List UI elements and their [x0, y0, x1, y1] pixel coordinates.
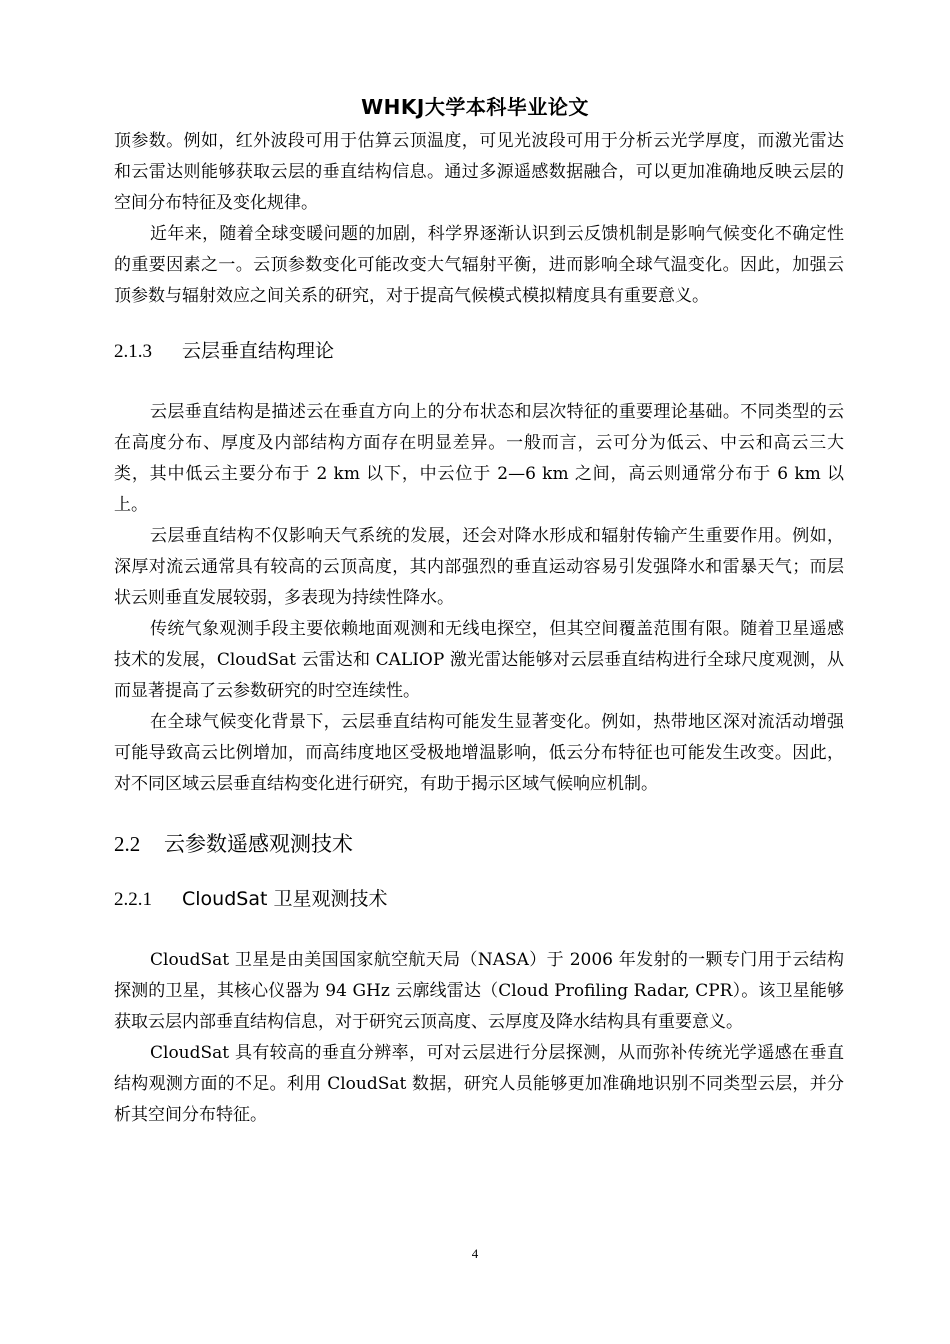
- paragraph: 近年来，随着全球变暖问题的加剧，科学界逐渐认识到云反馈机制是影响气候变化不确定性的重要因素之一。云顶参数变化可能改变大气辐射平衡，进而影响全球气温变化。因此，加强云顶参数与辐射效应之间关系的研究，对于提高气候模式模拟精度具有重要意义。: [114, 224, 844, 306]
- section-number: 2.1.3: [114, 341, 152, 362]
- section-heading-2-2: [114, 828, 844, 860]
- section-heading-2-1-3: [114, 336, 844, 367]
- running-header: WHKJ大学本科毕业论文: [361, 95, 589, 119]
- section-heading-2-2-1: [114, 884, 844, 915]
- section-number: 2.2.1: [114, 889, 152, 910]
- section-title: CloudSat 卫星观测技术: [182, 888, 388, 910]
- page-body: [114, 126, 844, 1131]
- section-title: 云层垂直结构理论: [182, 340, 335, 362]
- paragraph: CloudSat 卫星是由美国国家航空航天局（NASA）于 2006 年发射的一颗专门用于云结构探测的卫星，其核心仪器为 94 GHz 云廓线雷达（Cloud Profiling Radar, CPR）。该卫星能够获取云层内部垂直结构信息，对于研究云顶高度、云厚度及降水结构具有重要意义。: [114, 950, 844, 1032]
- section-title: 云参数遥感观测技术: [164, 832, 353, 856]
- paragraph: CloudSat 具有较高的垂直分辨率，可对云层进行分层探测，从而弥补传统光学遥感在垂直结构观测方面的不足。利用 CloudSat 数据，研究人员能够更加准确地识别不同类型云层，并分析其空间分布特征。: [114, 1043, 844, 1125]
- page-number: 4: [471, 1246, 479, 1261]
- paragraph: 云层垂直结构不仅影响天气系统的发展，还会对降水形成和辐射传输产生重要作用。例如，深厚对流云通常具有较高的云顶高度，其内部强烈的垂直运动容易引发强降水和雷暴天气；而层状云则垂直发展较弱，多表现为持续性降水。: [114, 526, 844, 608]
- paragraph: 传统气象观测手段主要依赖地面观测和无线电探空，但其空间覆盖范围有限。随着卫星遥感技术的发展，CloudSat 云雷达和 CALIOP 激光雷达能够对云层垂直结构进行全球尺度观测，从而显著提高了云参数研究的时空连续性。: [114, 619, 844, 701]
- paragraph-continued: 顶参数。例如，红外波段可用于估算云顶温度，可见光波段可用于分析云光学厚度，而激光雷达和云雷达则能够获取云层的垂直结构信息。通过多源遥感数据融合，可以更加准确地反映云层的空间分布特征及变化规律。: [114, 131, 844, 213]
- paragraph: 云层垂直结构是描述云在垂直方向上的分布状态和层次特征的重要理论基础。不同类型的云在高度分布、厚度及内部结构方面存在明显差异。一般而言，云可分为低云、中云和高云三大类，其中低云主要分布于 2 km 以下，中云位于 2—6 km 之间，高云则通常分布于 6 km 以上。: [114, 402, 844, 515]
- paragraph: 在全球气候变化背景下，云层垂直结构可能发生显著变化。例如，热带地区深对流活动增强可能导致高云比例增加，而高纬度地区受极地增温影响，低云分布特征也可能发生改变。因此，对不同区域云层垂直结构变化进行研究，有助于揭示区域气候响应机制。: [114, 712, 844, 794]
- section-number: 2.2: [114, 832, 141, 856]
